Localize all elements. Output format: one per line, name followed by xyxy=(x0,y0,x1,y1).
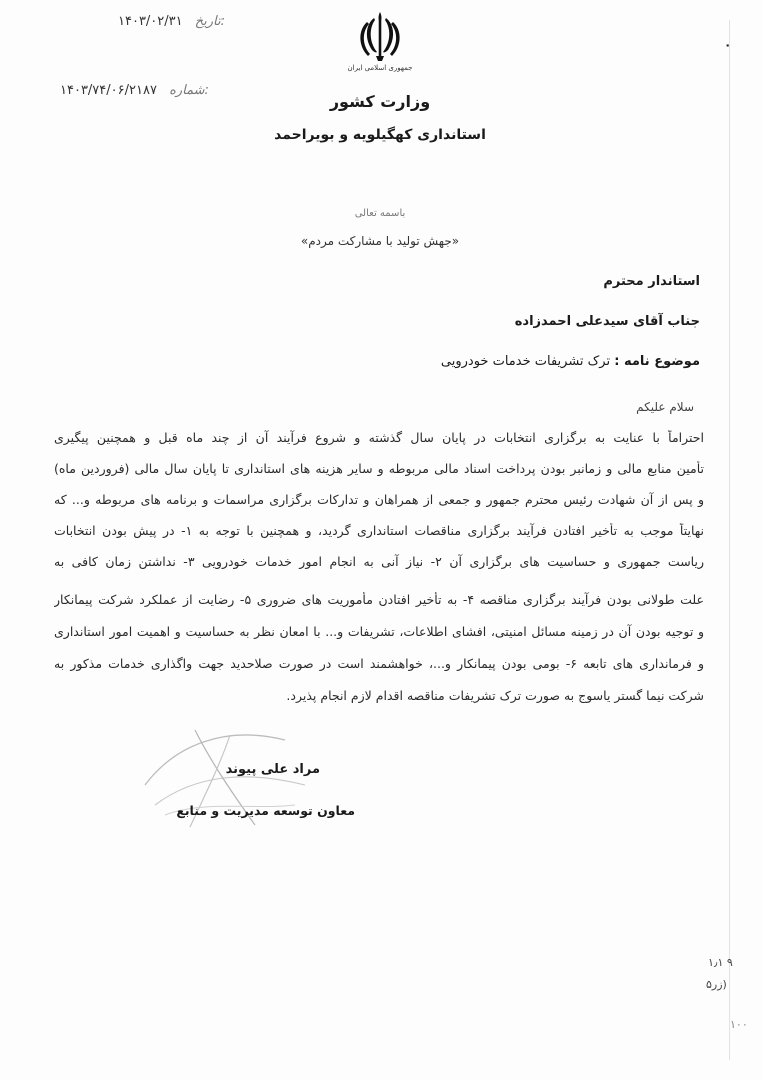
recipient-name: جناب آقای سیدعلی احمدزاده xyxy=(514,314,700,329)
number-value: ۱۴۰۳/۷۴/۰۶/۲۱۸۷ xyxy=(60,83,157,98)
body-line: تأمین منابع مالی و زمانبر بودن پرداخت اسناد مالی مربوطه و سایر هزینه های استانداری تا پایان سال مالی (فروردین ماه) xyxy=(54,461,704,476)
body-line: احتراماً با عنایت به برگزاری انتخابات در پایان سال گذشته و شروع فرآیند آن از چند ماه قبل و همچنین پیگیری xyxy=(54,430,704,445)
body-line: علت طولانی بودن فرآیند برگزاری مناقصه ۴- به تأخیر افتادن مأموریت های ضروری ۵- رضایت از عملکرد شرکت پیمانکار xyxy=(54,592,704,607)
margin-note: زر۵) xyxy=(706,978,727,991)
invocation: باسمه تعالی xyxy=(354,208,406,219)
corner-mark: ۰ xyxy=(724,38,732,52)
scan-edge-line xyxy=(729,20,730,1060)
emblem xyxy=(340,8,420,72)
body-line: و پس از آن شهادت رئیس محترم جمهور و جمعی از همراهان و تدارکات برگزاری مراسمات و برنامه های مربوطه و... که xyxy=(54,492,704,507)
date-label: تاریخ: xyxy=(194,14,226,29)
subject-line xyxy=(441,354,700,369)
greeting: سلام علیکم xyxy=(636,400,694,414)
letter-number xyxy=(60,83,209,98)
letter-date xyxy=(118,14,225,29)
subject-label: موضوع نامه : xyxy=(614,354,700,369)
subject-text: ترک تشریفات خدمات خودرویی xyxy=(440,354,611,369)
date-value: ۱۴۰۳/۰۲/۳۱ xyxy=(118,14,183,29)
signatory-title: معاون توسعه مدیریت و منابع xyxy=(176,803,355,818)
number-label: شماره: xyxy=(169,83,209,98)
body-line: نهایتاً موجب به تأخیر افتادن فرآیند برگزاری مناقصات استانداری گردید، و همچنین با توجه به ۱- در پیش بودن انتخابات xyxy=(54,523,704,538)
slogan: «جهش تولید با مشارکت مردم» xyxy=(300,234,460,248)
iran-emblem-icon xyxy=(352,8,408,64)
signatory-name: مراد علی پیوند xyxy=(225,762,320,777)
body-line: شرکت نیما گستر یاسوج به صورت ترک تشریفات مناقصه اقدام لازم انجام پذیرد. xyxy=(286,688,704,703)
province-office: استانداری کهگیلویه و بویراحمد xyxy=(274,127,486,143)
emblem-caption: جمهوری اسلامی ایران xyxy=(347,64,413,72)
margin-note: ۱۰۰ xyxy=(730,1018,748,1031)
ministry-name: وزارت کشور xyxy=(329,92,431,111)
body-line: ریاست جمهوری و حساسیت های برگزاری آن ۲- نیاز آنی به انجام امور خدمات خودرویی ۳- نداشتن زمان کافی به xyxy=(54,554,704,569)
margin-note: ۱٫۱ ۹ xyxy=(708,956,733,969)
recipient-title: استاندار محترم xyxy=(603,274,700,289)
body-line: و فرمانداری های تابعه ۶- بومی بودن پیمانکار و...، خواهشمند است در صورت صلاحدید جهت واگذاری خدمات مذکور به xyxy=(54,656,704,671)
body-line: و توجیه بودن آن در زمینه مسائل امنیتی، افشای اطلاعات، تشریفات و... با امعان نظر به حساسیت و اهمیت امور استانداری xyxy=(54,624,704,639)
